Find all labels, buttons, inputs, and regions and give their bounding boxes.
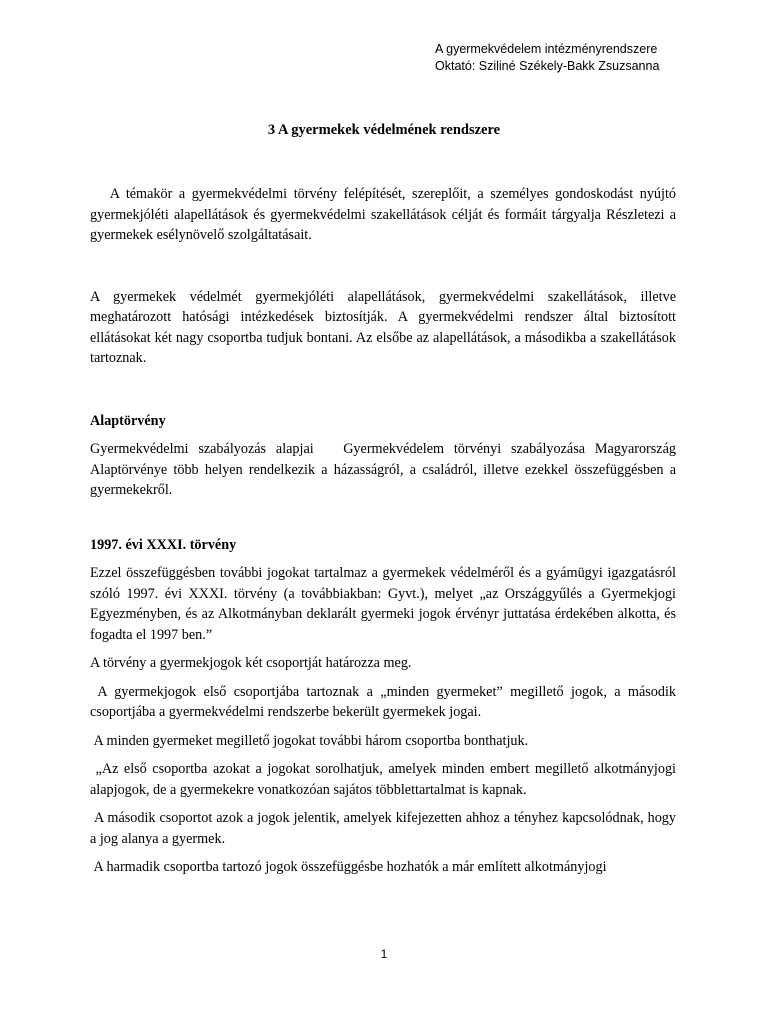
paragraph: „Az első csoportba azokat a jogokat sorolhatjuk, amelyek minden embert megillető alkotmányjogi alapjogok, de a gyermekekre vonatkozóan sajátos többlettartalmat is kapnak. [90, 761, 676, 798]
intro-paragraph: A témakör a gyermekvédelmi törvény felépítését, szereplőit, a személyes gondoskodást nyújtó gyermekjóléti alapellátások és gyermekvédelmi szakellátások célját és formáit tárgyalja Részletezi a gyermekek esélynövelő szolgáltatásait. [90, 186, 676, 243]
paragraph: A törvény a gyermekjogok két csoportját határozza meg. [90, 655, 412, 671]
document-body [90, 184, 676, 878]
paragraph: Ezzel összefüggésben további jogokat tartalmaz a gyermekek védelméről és a gyámügyi igazgatásról szóló 1997. évi XXXI. törvény (a továbbiakban: Gyvt.), melyet „az Országgyűlés a Gyermekjogi Egyezményben, és az Alkotmányban deklarált gyermeki jogok érvényr juttatása érdekében alkotta, és fogadta el 1997 ben.” [90, 565, 676, 643]
instructor: Oktató: Sziliné Székely-Bakk Zsuzsanna [435, 59, 660, 73]
course-title: A gyermekvédelem intézményrendszere [435, 42, 658, 56]
paragraph: A második csoportot azok a jogok jelentik, amelyek kifejezetten ahhoz a tényhez kapcsolódnak, hogy a jog alanya a gyermek. [90, 810, 676, 847]
paragraph: A gyermekek védelmét gyermekjóléti alapellátások, gyermekvédelmi szakellátások, illetve meghatározott hatósági intézkedések biztosítják. A gyermekvédelmi rendszer által biztosított ellátásokat két nagy csoportba tudjuk bontani. Az elsőbe az alapellátások, a másodikba a szakellátások tartoznak. [90, 288, 676, 366]
page-number: 1 [380, 947, 388, 961]
paragraph: Gyermekvédelmi szabályozás alapjai Gyermekvédelem törvényi szabályozása Magyarország Alaptörvénye több helyen rendelkezik a házasságról, a családról, illetve ezekkel összefüggésben a gyermekekről. [90, 441, 676, 498]
page-header [435, 41, 659, 75]
paragraph: A gyermekjogok első csoportjába tartoznak a „minden gyermeket” megillető jogok, a második csoportjába a gyermekvédelmi rendszerbe bekerült gyermekek jogai. [90, 683, 676, 720]
section-title: 3 A gyermekek védelmének rendszere [267, 122, 501, 138]
paragraph: A minden gyermeket megillető jogokat további három csoportba bonthatjuk. [90, 732, 529, 749]
heading-1997-torveny: 1997. évi XXXI. törvény [90, 536, 237, 553]
paragraph: A harmadik csoportba tartozó jogok összefüggésbe hozhatók a már említett alkotmányjogi [90, 859, 607, 875]
heading-alaptorveny: Alaptörvény [90, 412, 166, 429]
